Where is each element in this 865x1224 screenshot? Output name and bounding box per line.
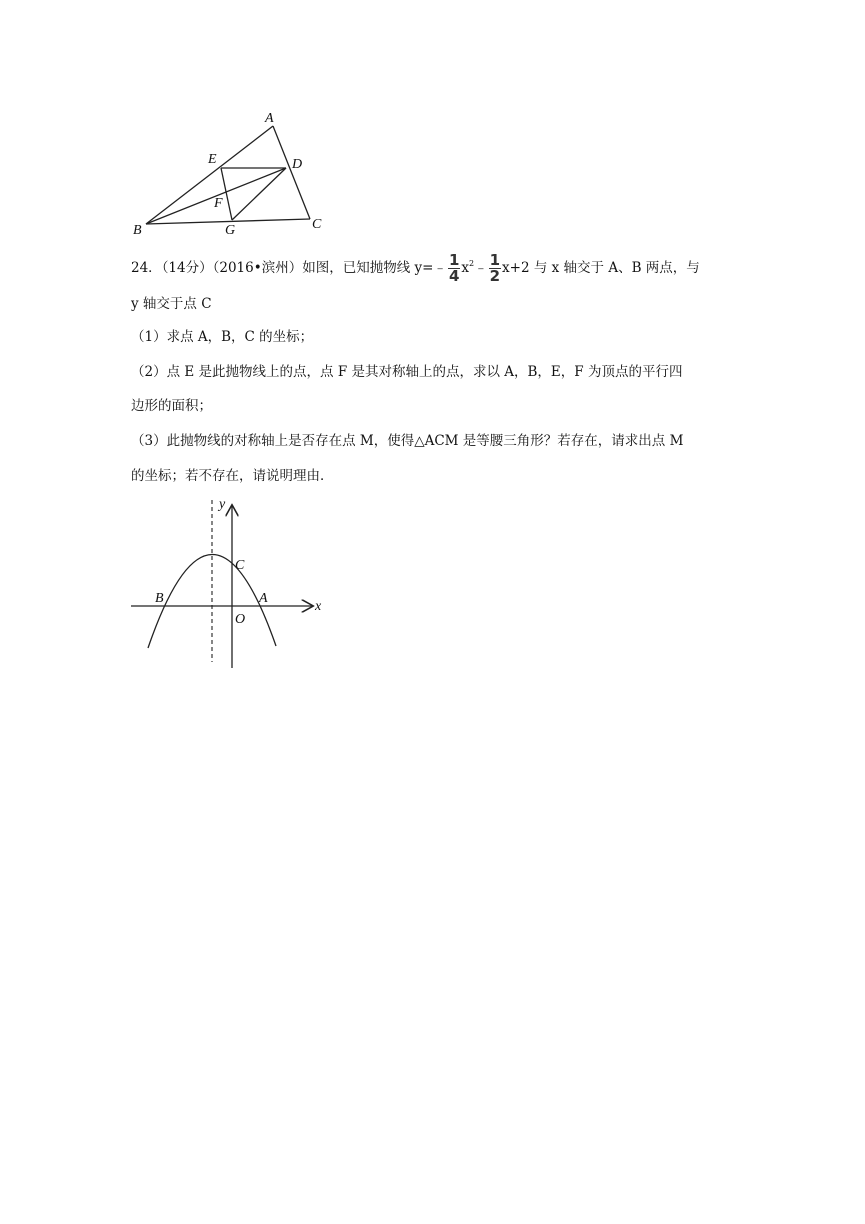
- label-B: B: [155, 591, 164, 606]
- label-A: A: [265, 111, 274, 126]
- label-D: D: [292, 157, 303, 172]
- problem-source: （2016•滨州）: [212, 260, 303, 276]
- label-C: C: [235, 558, 245, 573]
- question-2-line1: （2）点 E 是此抛物线上的点，点 F 是其对称轴上的点，求以 A，B，E，F 为顶点的平行四: [131, 364, 683, 380]
- problem-number: 24．: [131, 260, 162, 276]
- fraction-one-half: $\frac{1}{2}$: [489, 251, 501, 285]
- label-A: A: [259, 591, 268, 606]
- parabola-diagram: [128, 492, 328, 672]
- label-F: F: [214, 196, 223, 211]
- triangle-figure: [130, 108, 330, 238]
- minus-sign: ﹣: [474, 260, 488, 276]
- label-O: O: [235, 612, 246, 627]
- fraction-one-quarter: $\frac{1}{4}$: [448, 251, 460, 285]
- problem-stem-line1: [131, 251, 700, 285]
- question-2-line2: 边形的面积；: [131, 398, 212, 414]
- problem-stem-line2: y 轴交于点 C: [131, 296, 212, 312]
- question-3-line1: （3）此抛物线的对称轴上是否存在点 M，使得△ACM 是等腰三角形？若存在，请求出点 M: [131, 433, 684, 449]
- label-x-axis: x: [315, 599, 322, 614]
- question-1: （1）求点 A，B，C 的坐标；: [131, 329, 314, 345]
- problem-points: （14分）: [161, 260, 213, 276]
- label-B: B: [133, 223, 142, 238]
- parabola-figure: [128, 492, 328, 672]
- label-E: E: [208, 152, 217, 167]
- label-G: G: [225, 223, 236, 238]
- problem-stem-post: x+2 与 x 轴交于 A、B 两点，与: [502, 260, 700, 276]
- triangle-diagram: [130, 108, 330, 238]
- label-C: C: [312, 217, 322, 232]
- label-y-axis: y: [219, 497, 226, 512]
- question-3-line2: 的坐标；若不存在，请说明理由．: [131, 468, 334, 484]
- problem-stem-pre: 如图，已知抛物线 y=﹣: [302, 260, 447, 276]
- x-squared: $x^2$: [461, 259, 475, 276]
